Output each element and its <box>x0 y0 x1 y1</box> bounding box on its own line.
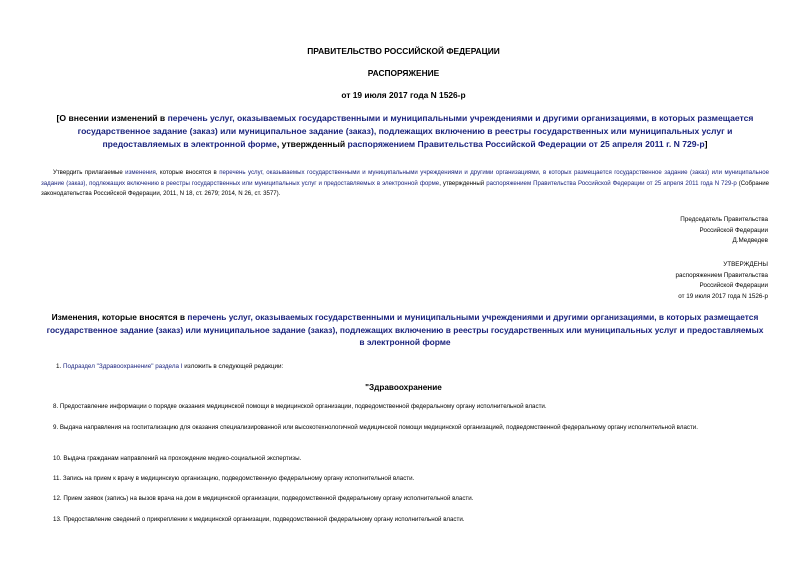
para-text-2: , которые вносятся в <box>155 169 220 176</box>
signature-line-1: Председатель Правительства <box>680 216 768 223</box>
item-1-link-section[interactable]: раздела I <box>155 363 183 370</box>
title-mid: , утвержденный <box>276 139 348 149</box>
approved-line-1: УТВЕРЖДЕНЫ <box>723 261 768 268</box>
health-heading: "Здравоохранение <box>365 383 442 392</box>
list-item-12: 12. Прием заявок (запись) на вызов врача на дом в медицинской организации, подведомственной федеральному органу исполнительной власти. <box>53 495 474 502</box>
list-item-8: 8. Предоставление информации о порядке оказания медицинской помощи в медицинской организации, подведомственной федеральному органу исполнительной власти. <box>53 403 547 410</box>
para-text-1: Утвердить прилагаемые <box>53 169 126 176</box>
para-link-order-729[interactable]: распоряжением Правительства Российской Федерации от 25 апреля 2011 года N 729-р <box>486 179 737 187</box>
para-text-4: (Собрание законодательства Российской Федерации, 2011, N 18, ст. 2679; 2014, N 26, ст. 3577). <box>41 179 769 197</box>
list-item-9: 9. Выдача направления на госпитализацию для оказания специализированной или высокотехнологичной медицинской помощи медицинской организацией, подведомственной федеральному органу исполнительной власти. <box>53 424 698 431</box>
doc-type-heading: РАСПОРЯЖЕНИЕ <box>367 68 440 78</box>
changes-title-link[interactable]: перечень услуг, оказываемых государственными и муниципальными учреждениями и другими организациями, в которых размещается государственное задание (заказ) или муниципальное задание (заказ), подлежащих включению в реестры государственных или муниципальных услуг и предоставляемых в электронной форме <box>46 312 764 347</box>
changes-title <box>44 311 766 349</box>
list-item-10: 10. Выдача гражданам направлений на прохождение медико-социальной экспертизы. <box>53 455 302 462</box>
approved-line-4: от 19 июля 2017 года N 1526-р <box>678 292 768 300</box>
signature-line-2: Российской Федерации <box>699 226 768 234</box>
title-pre: [О внесении изменений в <box>56 113 168 123</box>
title-post: ] <box>704 139 708 149</box>
list-item-13: 13. Предоставление сведений о прикреплении к медицинской организации, подведомственной федеральному органу исполнительной власти. <box>53 516 465 523</box>
title-link-services-list[interactable]: перечень услуг, оказываемых государственными и муниципальными учреждениями и другими организациями, в которых размещается государственное задание (заказ) или муниципальное задание (заказ), подлежащих включению в реестры государственных или муниципальных услуг и предоставляемых в электронной форме <box>77 113 754 149</box>
approved-block <box>676 260 768 302</box>
item-1-rest: изложить в следующей редакции: <box>182 363 284 370</box>
item-1-link-subsection[interactable]: Подраздел "Здравоохранение" <box>63 363 154 370</box>
para-link-changes[interactable]: изменения <box>125 169 156 176</box>
document-title <box>44 112 766 151</box>
item-1 <box>56 363 283 370</box>
list-item-11: 11. Запись на прием к врачу в медицинскую организацию, подведомственную федеральному органу исполнительной власти. <box>53 475 415 482</box>
approved-line-3: Российской Федерации <box>699 282 768 289</box>
signature-block <box>680 215 768 247</box>
approved-line-2: распоряжением Правительства <box>675 271 768 279</box>
para-text-3: , утвержденный <box>439 179 487 187</box>
government-heading: ПРАВИТЕЛЬСТВО РОССИЙСКОЙ ФЕДЕРАЦИИ <box>307 46 500 56</box>
main-paragraph <box>41 168 769 200</box>
para-link-services-list[interactable]: перечень услуг, оказываемых государственными и муниципальными учреждениями и другими организациями, в которых размещается государственное задание (заказ) или муниципальное задание (заказ), подлежащих включению в реестры государственных или муниципальных услуг и предоставляемых в электронной форме <box>41 169 769 187</box>
changes-title-pre: Изменения, которые вносятся в <box>51 312 188 322</box>
item-1-number: 1. <box>56 363 64 370</box>
signature-line-3: Д.Медведев <box>732 237 768 244</box>
title-link-order-729[interactable]: распоряжением Правительства Российской Федерации от 25 апреля 2011 г. N 729-р <box>347 139 705 149</box>
doc-date-number: от 19 июля 2017 года N 1526-р <box>341 90 466 100</box>
